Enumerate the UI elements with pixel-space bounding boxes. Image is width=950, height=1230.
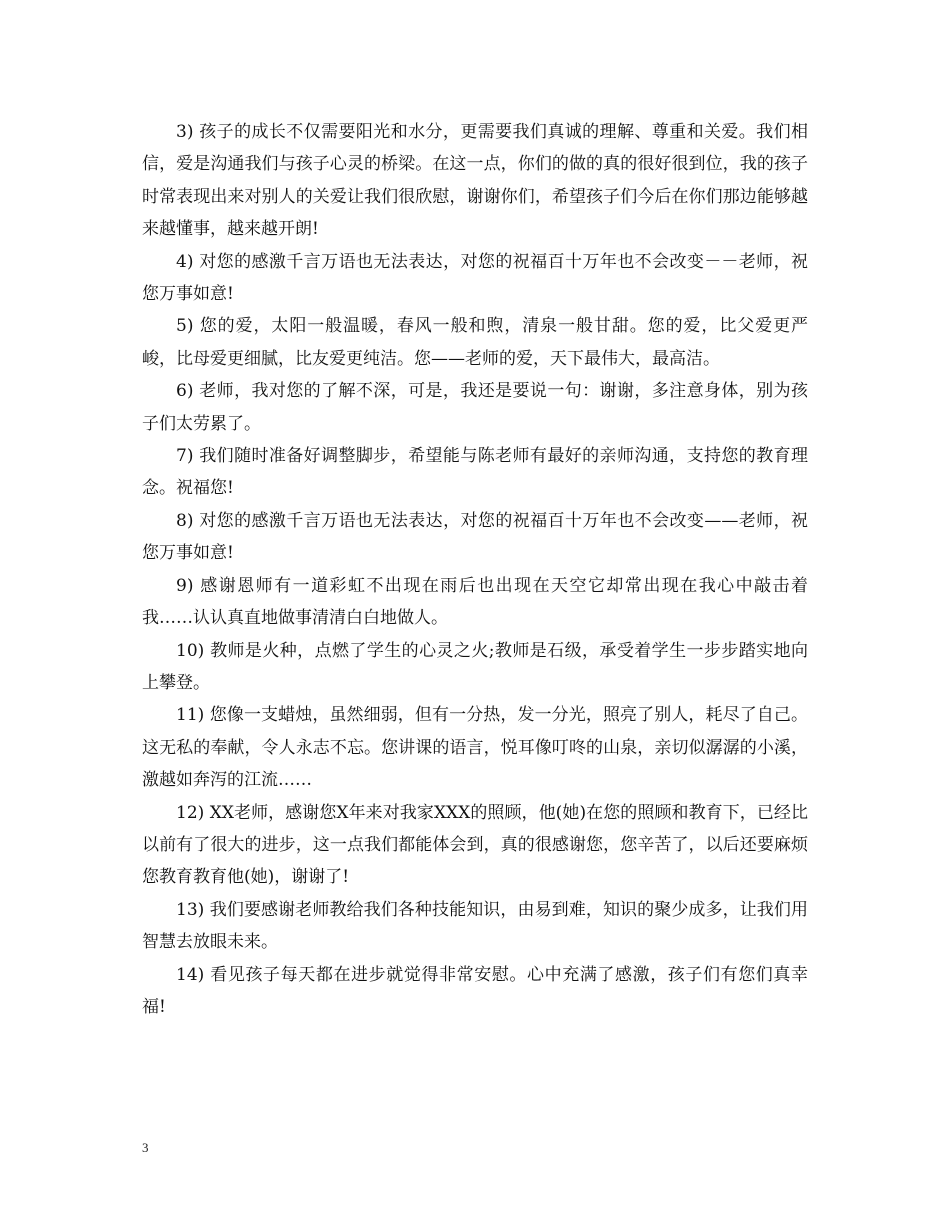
paragraph-9: 9) 感谢恩师有一道彩虹不出现在雨后也出现在天空它却常出现在我心中敲击着我……认认真直地做事清清白白地做人。	[142, 575, 808, 629]
paragraph-7: 7) 我们随时准备好调整脚步，希望能与陈老师有最好的亲师沟通，支持您的教育理念。祝福您!	[142, 446, 808, 499]
page-number: 3	[142, 1140, 149, 1155]
paragraph-8: 8) 对您的感激千言万语也无法表达，对您的祝福百十万年也不会改变——老师，祝您万事如意!	[142, 510, 808, 564]
paragraph-5: 5) 您的爱，太阳一般温暖，春风一般和煦，清泉一般甘甜。您的爱，比父爱更严峻，比母爱更细腻，比友爱更纯洁。您——老师的爱，天下最伟大，最高洁。	[142, 316, 808, 369]
paragraph-14: 14) 看见孩子每天都在进步就觉得非常安慰。心中充满了感激，孩子们有您们真幸福!	[142, 964, 808, 1017]
paragraph-3: 3) 孩子的成长不仅需要阳光和水分，更需要我们真诚的理解、尊重和关爱。我们相信，爱是沟通我们与孩子心灵的桥梁。在这一点，你们的做的真的很好很到位，我的孩子时常表现出来对别人的关爱让我们很欣慰，谢谢你们，希望孩子们今后在你们那边能够越来越懂事，越来越开朗!	[142, 122, 808, 240]
document-body	[142, 116, 808, 1023]
paragraph-12: 12) XX老师，感谢您X年来对我家XXX的照顾，他(她)在您的照顾和教育下，已经比以前有了很大的进步，这一点我们都能体会到，真的很感谢您，您辛苦了，以后还要麻烦您教育教育他(她)，谢谢了!	[142, 802, 808, 888]
paragraph-13: 13) 我们要感谢老师教给我们各种技能知识，由易到难，知识的聚少成多，让我们用智慧去放眼未来。	[142, 899, 808, 953]
paragraph-4: 4) 对您的感激千言万语也无法表达，对您的祝福百十万年也不会改变－－老师，祝您万事如意!	[142, 251, 808, 305]
paragraph-10: 10) 教师是火种，点燃了学生的心灵之火;教师是石级，承受着学生一步步踏实地向上攀登。	[142, 640, 808, 693]
paragraph-11: 11) 您像一支蜡烛，虽然细弱，但有一分热，发一分光，照亮了别人，耗尽了自己。这无私的奉献，令人永志不忘。您讲课的语言，悦耳像叮咚的山泉，亲切似潺潺的小溪，激越如奔泻的江流……	[142, 705, 808, 791]
paragraph-6: 6) 老师，我对您的了解不深，可是，我还是要说一句：谢谢，多注意身体，别为孩子们太劳累了。	[142, 381, 808, 434]
